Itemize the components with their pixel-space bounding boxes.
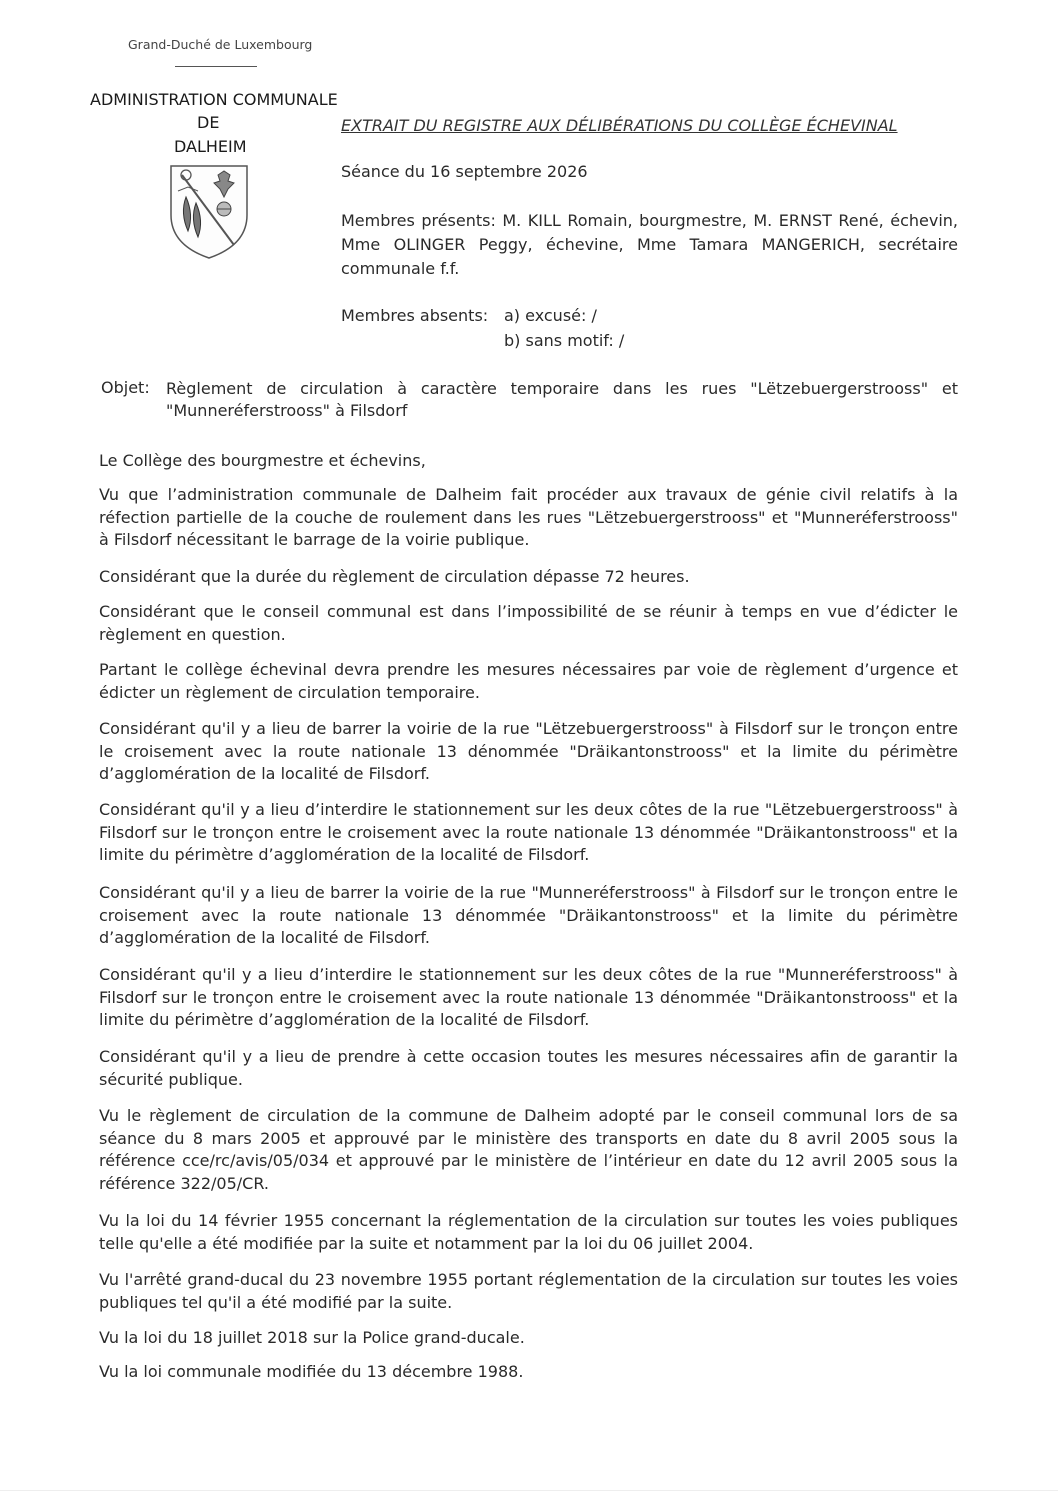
paragraph-decree-1955: Vu l'arrêté grand-ducal du 23 novembre 1955 portant réglementation de la circulation sur toutes les voies publiques tel qu'il a été modifié par la suite. — [99, 1270, 958, 1312]
paragraph-parking-letzebuerger: Considérant qu'il y a lieu d’interdire le stationnement sur les deux côtes de la rue "Lëtzebuergerstrooss" à Filsdorf sur le tronçon entre le croisement avec la route nationale 13 dénommée "Dräikantonstrooss" et la limite du périmètre d’agglomération de la localité de Filsdorf. — [99, 800, 958, 865]
page-bottom-edge — [0, 1490, 1058, 1491]
paragraph-police-law: Vu la loi du 18 juillet 2018 sur la Police grand-ducale. — [99, 1328, 525, 1347]
members-present: Membres présents: M. KILL Romain, bourgmestre, M. ERNST René, échevin, Mme OLINGER Peggy, échevine, Mme Tamara MANGERICH, secrétaire communale f.f. — [341, 211, 958, 278]
subject-text: Règlement de circulation à caractère temporaire dans les rues "Lëtzebuergerstrooss" et "Munneréferstrooss" à Filsdorf — [166, 379, 958, 420]
dalheim-coat-of-arms-icon — [168, 163, 250, 261]
college-opening: Le Collège des bourgmestre et échevins, — [99, 451, 426, 470]
paragraph-duration: Considérant que la durée du règlement de circulation dépasse 72 heures. — [99, 567, 690, 586]
paragraph-bar-munnereferstrooss: Considérant qu'il y a lieu de barrer la voirie de la rue "Munneréferstrooss" à Filsdorf sur le tronçon entre le croisement avec la route nationale 13 dénommée "Dräikantonstrooss" et la limite du périmètre d’agglomération de la localité de Filsdorf. — [99, 883, 958, 948]
paragraph-traffic-regulation: Vu le règlement de circulation de la commune de Dalheim adopté par le conseil communal lors de sa séance du 8 mars 2005 et approuvé par le ministère des transports en date du 8 avril 2005 sous la référence cce/rc/avis/05/034 et approuvé par le ministère de l’intérieur en date du 12 avril 2005 sous la référence 322/05/CR. — [99, 1106, 958, 1194]
admin-name-line3: DALHEIM — [174, 137, 247, 156]
register-extract-title: EXTRAIT DU REGISTRE AUX DÉLIBÉRATIONS DU COLLÈGE ÉCHEVINAL — [341, 116, 898, 135]
paragraph-urgency: Partant le collège échevinal devra prendre les mesures nécessaires par voie de règlement d’urgence et édicter un règlement de circulation temporaire. — [99, 660, 958, 702]
paragraph-public-safety: Considérant qu'il y a lieu de prendre à cette occasion toutes les mesures nécessaires afin de garantir la sécurité publique. — [99, 1047, 958, 1089]
absent-excused: a) excusé: / — [504, 306, 597, 325]
admin-name-line2: DE — [197, 113, 220, 132]
paragraph-law-1955: Vu la loi du 14 février 1955 concernant la réglementation de la circulation sur toutes les voies publiques telle qu'elle a été modifiée par la suite et notamment par la loi du 06 juillet 2004. — [99, 1211, 958, 1253]
paragraph-bar-letzebuerger: Considérant qu'il y a lieu de barrer la voirie de la rue "Lëtzebuergerstrooss" à Filsdorf sur le tronçon entre le croisement avec la route nationale 13 dénommée "Dräikantonstrooss" et la limite du périmètre d’agglomération de la localité de Filsdorf. — [99, 719, 958, 784]
members-absent-label: Membres absents: — [341, 306, 489, 325]
paragraph-works: Vu que l’administration communale de Dalheim fait procéder aux travaux de génie civil relatifs à la réfection partielle de la couche de roulement dans les rues "Lëtzebuergerstrooss" et "Munneréferstrooss" à Filsdorf nécessitant le barrage de la voirie publique. — [99, 485, 958, 550]
header-divider — [175, 66, 257, 67]
paragraph-communal-law: Vu la loi communale modifiée du 13 décembre 1988. — [99, 1362, 524, 1381]
subject-label: Objet: — [101, 378, 150, 397]
absent-without-reason: b) sans motif: / — [504, 331, 625, 350]
admin-name-line1: ADMINISTRATION COMMUNALE — [90, 90, 338, 109]
paragraph-parking-munnereferstrooss: Considérant qu'il y a lieu d’interdire le stationnement sur les deux côtes de la rue "Munneréferstrooss" à Filsdorf sur le tronçon entre le croisement avec la route nationale 13 dénommée "Dräikantonstrooss" et la limite du périmètre d’agglomération de la localité de Filsdorf. — [99, 965, 958, 1030]
country-name: Grand-Duché de Luxembourg — [128, 37, 313, 52]
paragraph-council-unavailable: Considérant que le conseil communal est dans l’impossibilité de se réunir à temps en vue d’édicter le règlement en question. — [99, 602, 958, 644]
session-date: Séance du 16 septembre 2026 — [341, 162, 588, 181]
